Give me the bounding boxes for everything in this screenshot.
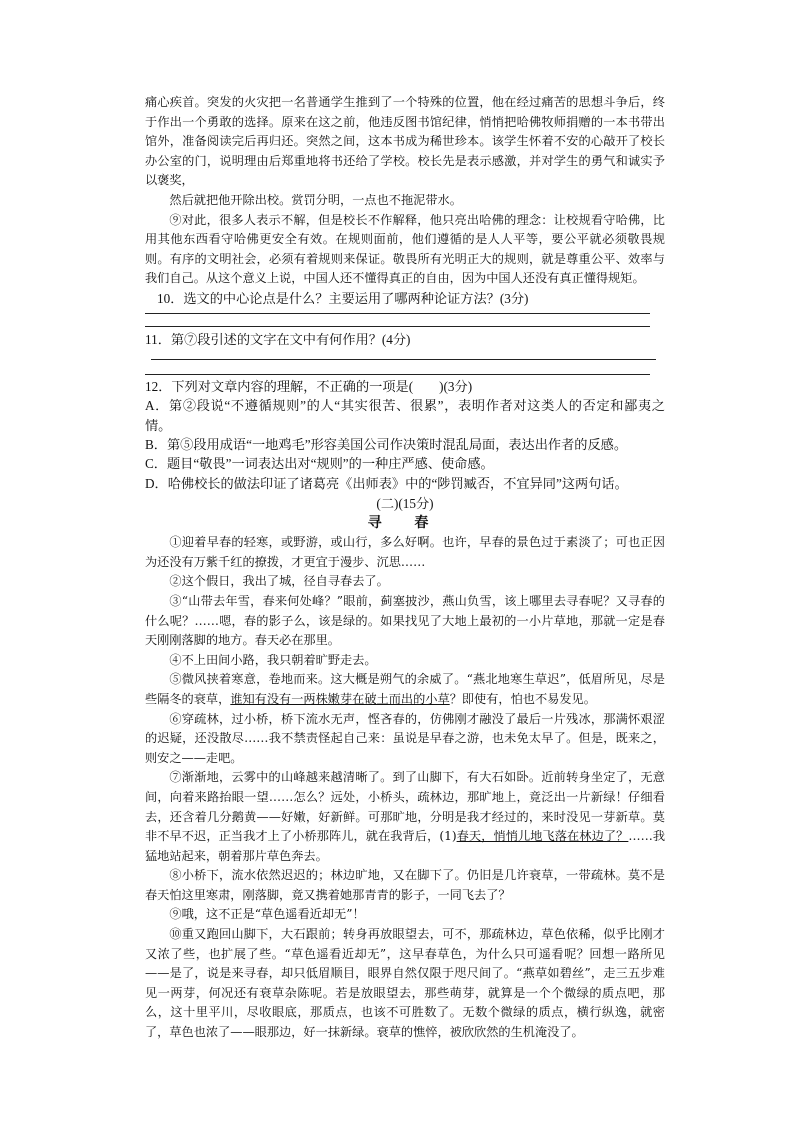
passage2-paragraph-4: ④不上田间小路，我只朝着旷野走去。 bbox=[169, 652, 377, 667]
passage2-paragraph-5: ⑤微风挟着寒意，卷地而来。这大概是朔气的余威了。“燕北地寒生草迟”，低眉所见，尽是些隔冬的衰草，谁知有没有一两株嫩芽在破土而出的小草？即使有，怕也不易发见。 bbox=[145, 672, 665, 706]
question-12-option-c: C．题目“敬畏”一词表达出对“规则”的一种庄严感、使命感。 bbox=[145, 456, 494, 472]
answer-line[interactable] bbox=[145, 374, 650, 375]
passage-title: 寻 春 bbox=[367, 514, 443, 531]
answer-line[interactable] bbox=[145, 326, 650, 327]
passage2-paragraph-10: ⑩重又跑回山脚下，大石跟前；转身再放眼望去，可不，那疏林边，草色依稀，似乎比刚才又浓了些，也扩展了些。“草色遥看近却无”，这早春草色，为什么只可遥看呢？回想一路所见——是了，说是来寻春，却只低眉顺目，眼界自然仅限于咫尺间了。“燕草如碧丝”，走三五步难见一两芽，何况还有衰草杂陈呢。若是放眼望去，那些萌芽，就算是一个个微绿的质点吧，那么，这十里平川，尽收眼底，那质点，也该不可胜数了。无数个微绿的质点，横行纵逸，就密了，草色也浓了——眼那边，好一抹新绿。衰草的憔悴，被欣欣然的生机淹没了。 bbox=[145, 927, 665, 1040]
passage2-paragraph-1: ①迎着早春的轻寒，或野游，或山行，多么好啊。也许，早春的景色过于素淡了；可也正因为还没有万紫千红的撩拨，才更宜于漫步、沉思…… bbox=[145, 535, 665, 569]
question-12-option-b: B．第⑤段用成语“一地鸡毛”形容美国公司作决策时混乱局面，表达出作者的反感。 bbox=[145, 436, 628, 452]
question-10: 10．选文的中心论点是什么？主要运用了哪两种论证方法？(3分) bbox=[157, 290, 529, 306]
passage1-paragraph-continued: 痛心疾首。突发的火灾把一名普通学生推到了一个特殊的位置，他在经过痛苦的思想斗争后，终于作出一个勇敢的选择。原来在这之前，他违反图书馆纪律，悄悄把哈佛牧师捐赠的一本书带出馆外，准备阅读完后再归还。突然之间，这本书成为稀世珍本。该学生怀着不安的心敲开了校长办公室的门，说明理由后郑重地将书还给了学校。校长先是表示感激，并对学生的勇气和诚实予以褒奖， 然后就把他开除出校。赏罚分明，一点也不拖泥带水。 bbox=[145, 95, 665, 207]
section-header: (二)(15分) bbox=[376, 496, 434, 512]
underlined-sentence: 谁知有没有一两株嫩芽在破土而出的小草 bbox=[230, 691, 450, 706]
question-12-option-a: A．第②段说“不遵循规则”的人“其实很苦、很累”，表明作者对这类人的否定和鄙夷之情。 bbox=[145, 398, 665, 433]
passage2-paragraph-7: ⑦渐渐地，云雾中的山峰越来越清晰了。到了山脚下，有大石如卧。近前转身坐定了，无意间，向着来路抬眼一望……怎么？远处，小桥头，疏林边，那旷地上，竟泛出一片新绿！仔细看去，还含着几分鹅黄——好嫩，好新鲜。可那旷地，分明是我才经过的，来时没见一芽新草。莫非不早不迟，正当我才上了小桥那阵儿，就在我背后，(1)春天，悄悄儿地飞落在林边了？……我猛地站起来，朝着那片草色奔去。 bbox=[145, 770, 666, 863]
passage2-paragraph-9: ⑨哦，这不正是“草色遥看近却无”！ bbox=[169, 907, 365, 922]
passage1-paragraph-9: ⑨对此，很多人表示不解，但是校长不作解释，他只亮出哈佛的理念：让校规看守哈佛，比用其他东西看守哈佛更安全有效。在规则面前，他们遵循的是人人平等，要公平就必须敬畏规则。有序的文明社会，必须有着规则来保证。敬畏所有光明正大的规则，就是尊重公平、效率与我们自己。从这个意义上说，中国人还不懂得真正的自由，因为中国人还没有真正懂得规矩。 bbox=[145, 212, 665, 286]
document-page bbox=[145, 93, 665, 1043]
answer-line[interactable] bbox=[145, 313, 650, 314]
question-12-option-d: D．哈佛校长的做法印证了诸葛亮《出师表》中的“陟罚臧否，不宜异同”这两句话。 bbox=[145, 475, 628, 491]
passage2-paragraph-6: ⑥穿疏林，过小桥，桥下流水无声，悭吝春的，仿佛刚才融没了最后一片残冰，那满怀艰涩的迟疑，还没散尽……我不禁责怪起自己来：虽说是早春之游，也未免太早了。但是，既来之，则安之——走吧。 bbox=[145, 711, 665, 765]
question-11: 11．第⑦段引述的文字在文中有何作用？(4分) bbox=[145, 332, 411, 348]
passage2-paragraph-2: ②这个假日，我出了城，径自寻春去了。 bbox=[169, 574, 389, 589]
answer-line[interactable] bbox=[151, 359, 656, 360]
question-12: 12．下列对文章内容的理解，不正确的一项是( )(3分) bbox=[145, 378, 473, 394]
passage2-paragraph-3: ③“山带去年雪，春来何处峰？”眼前，蓟塞披沙，燕山负雪，该上哪里去寻春呢？又寻春的什么呢？……嗯，春的影子么，该是绿的。如果找见了大地上最初的一小片草地，那就一定是春天刚刚落脚的地方。春天必在那里。 bbox=[145, 593, 665, 648]
passage2-paragraph-8: ⑧小桥下，流水依然迟迟的；林边旷地，又在脚下了。仍旧是几许衰草，一带疏林。莫不是春天怕这里寒肃，刚落脚，竟又携着她那青青的影子，一同飞去了？ bbox=[145, 868, 665, 902]
underlined-sentence: 春天，悄悄儿地飞落在林边了？ bbox=[456, 829, 629, 844]
